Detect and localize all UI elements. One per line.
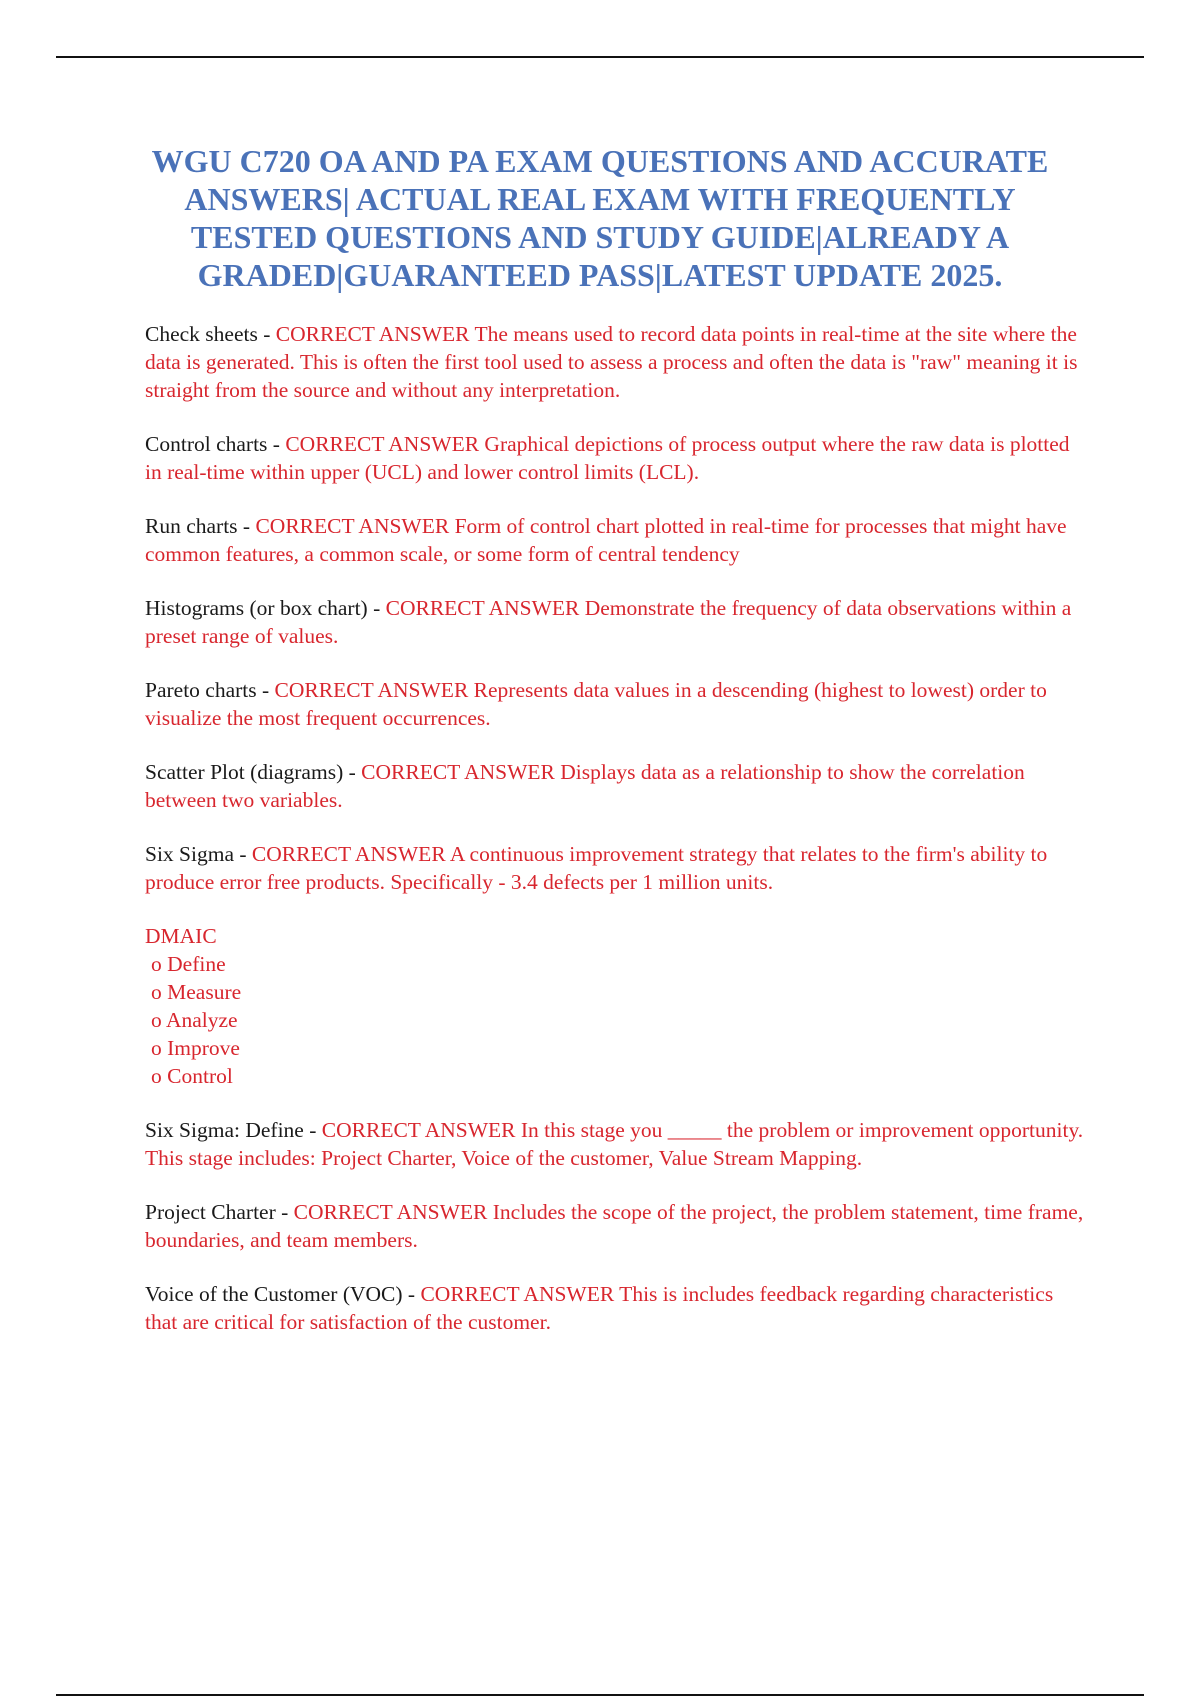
- entry-term: Six Sigma -: [145, 842, 252, 866]
- dmaic-block: [145, 922, 1090, 1090]
- entry-answer: CORRECT ANSWER Represents data values in a descending (highest to lowest) order to visualize the most frequent occurrences.: [145, 678, 1047, 730]
- qa-entry: [145, 594, 1090, 650]
- entry-term: Control charts -: [145, 432, 286, 456]
- entry-term: Histograms (or box chart) -: [145, 596, 386, 620]
- entry-term: Six Sigma: Define -: [145, 1118, 322, 1142]
- qa-entry: [145, 512, 1090, 568]
- qa-entry: [145, 1280, 1090, 1336]
- entry-answer: CORRECT ANSWER The means used to record data points in real-time at the site where the data is generated. This is often the first tool used to assess a process and often the data is "raw" meaning it is straight from the source and without any interpretation.: [145, 322, 1078, 402]
- dmaic-item: o Improve: [151, 1036, 240, 1060]
- qa-entry: [145, 840, 1090, 896]
- top-rule: [56, 56, 1144, 58]
- qa-entry: [145, 676, 1090, 732]
- qa-entry: [145, 1116, 1090, 1172]
- entry-term: Pareto charts -: [145, 678, 275, 702]
- qa-entry: [145, 1198, 1090, 1254]
- bottom-rule: [56, 1694, 1144, 1696]
- qa-content: [145, 320, 1090, 1362]
- entry-term: Voice of the Customer (VOC) -: [145, 1282, 421, 1306]
- document-title: WGU C720 OA AND PA EXAM QUESTIONS AND ACCURATE ANSWERS| ACTUAL REAL EXAM WITH FREQUENTLY TESTED QUESTIONS AND STUDY GUIDE|ALREADY A GRADED|GUARANTEED PASS|LATEST UPDATE 2025.: [151, 143, 1049, 293]
- entry-answer: CORRECT ANSWER This is includes feedback regarding characteristics that are critical for satisfaction of the customer.: [145, 1282, 1054, 1334]
- qa-entry: [145, 320, 1090, 404]
- entry-answer: CORRECT ANSWER A continuous improvement strategy that relates to the firm's ability to produce error free products. Specifically - 3.4 defects per 1 million units.: [145, 842, 1048, 894]
- dmaic-item: o Analyze: [151, 1008, 238, 1032]
- entry-answer: CORRECT ANSWER Displays data as a relationship to show the correlation between two variables.: [145, 760, 1025, 812]
- entry-term: Run charts -: [145, 514, 256, 538]
- dmaic-item: o Control: [151, 1064, 233, 1088]
- qa-entry: [145, 758, 1090, 814]
- entry-term: Project Charter -: [145, 1200, 294, 1224]
- dmaic-title: DMAIC: [145, 924, 217, 948]
- entry-answer: CORRECT ANSWER Includes the scope of the project, the problem statement, time frame, boundaries, and team members.: [145, 1200, 1084, 1252]
- qa-entry: [145, 430, 1090, 486]
- entry-answer: CORRECT ANSWER In this stage you _____ the problem or improvement opportunity. This stage includes: Project Charter, Voice of the customer, Value Stream Mapping.: [145, 1118, 1084, 1170]
- entry-answer: CORRECT ANSWER Graphical depictions of process output where the raw data is plotted in real-time within upper (UCL) and lower control limits (LCL).: [145, 432, 1070, 484]
- entry-answer: CORRECT ANSWER Demonstrate the frequency of data observations within a preset range of values.: [145, 596, 1072, 648]
- entry-term: Check sheets -: [145, 322, 276, 346]
- entry-term: Scatter Plot (diagrams) -: [145, 760, 362, 784]
- entry-answer: CORRECT ANSWER Form of control chart plotted in real-time for processes that might have common features, a common scale, or some form of central tendency: [145, 514, 1067, 566]
- dmaic-item: o Measure: [151, 980, 242, 1004]
- dmaic-item: o Define: [151, 952, 226, 976]
- dmaic-list: [145, 950, 1090, 1090]
